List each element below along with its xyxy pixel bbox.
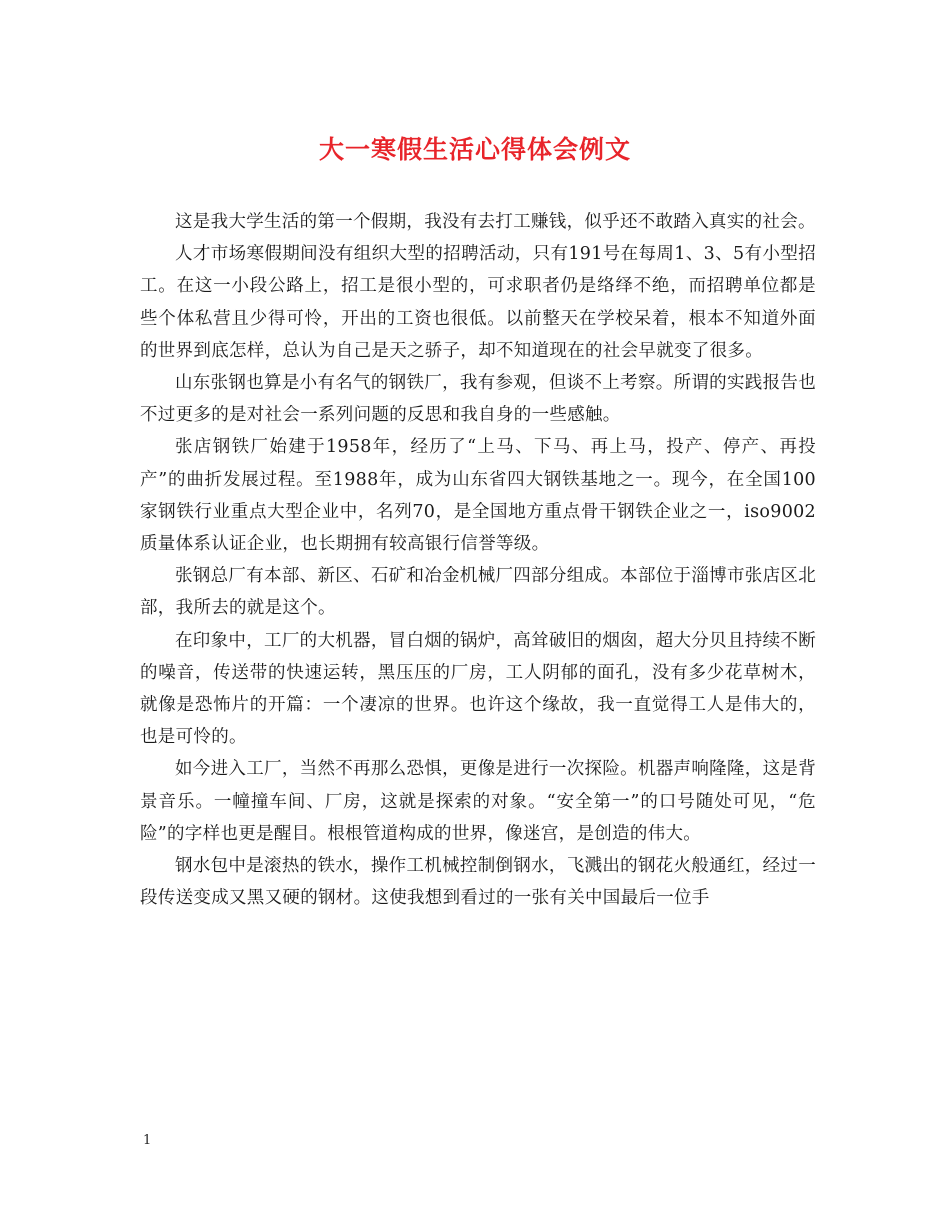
paragraph: 山东张钢也算是小有名气的钢铁厂，我有参观，但谈不上考察。所谓的实践报告也不过更多的是对社会一系列问题的反思和我自身的一些感触。: [140, 373, 816, 426]
paragraph: 张店钢铁厂始建于1958年，经历了“上马、下马、再上马，投产、停产、再投产”的曲折发展过程。至1988年，成为山东省四大钢铁基地之一。现今，在全国100家钢铁行业重点大型企业中，名列70，是全国地方重点骨干钢铁企业之一，iso9002质量体系认证企业，也长期拥有较高银行信誉等级。: [140, 437, 816, 555]
page-number: 1: [143, 1133, 152, 1148]
document-title: 大一寒假生活心得体会例文: [318, 135, 631, 164]
paragraph: 在印象中，工厂的大机器，冒白烟的锅炉，高耸破旧的烟囱，超大分贝且持续不断的噪音，传送带的快速运转，黑压压的厂房，工人阴郁的面孔，没有多少花草树木，就像是恐怖片的开篇：一个凄凉的世界。也许这个缘故，我一直觉得工人是伟大的，也是可怜的。: [140, 630, 816, 748]
paragraph: 人才市场寒假期间没有组织大型的招聘活动，只有191号在每周1、3、5有小型招工。在这一小段公路上，招工是很小型的，可求职者仍是络绎不绝，而招聘单位都是些个体私营且少得可怜，开出的工资也很低。以前整天在学校呆着，根本不知道外面的世界到底怎样，总认为自己是天之骄子，却不知道现在的社会早就变了很多。: [140, 244, 816, 361]
paragraph: 张钢总厂有本部、新区、石矿和冶金机械厂四部分组成。本部位于淄博市张店区北部，我所去的就是这个。: [140, 566, 816, 619]
paragraph: 如今进入工厂，当然不再那么恐惧，更像是进行一次探险。机器声响隆隆，这是背景音乐。一幢撞车间、厂房，这就是探索的对象。“安全第一”的口号随处可见，“危险”的字样也更是醒目。根根管道构成的世界，像迷宫，是创造的伟大。: [140, 759, 816, 844]
document-body: [140, 206, 816, 914]
paragraph: 这是我大学生活的第一个假期，我没有去打工赚钱，似乎还不敢踏入真实的社会。: [175, 212, 816, 232]
paragraph: 钢水包中是滚热的铁水，操作工机械控制倒钢水，飞溅出的钢花火般通红，经过一段传送变成又黑又硬的钢材。这使我想到看过的一张有关中国最后一位手: [140, 856, 816, 909]
